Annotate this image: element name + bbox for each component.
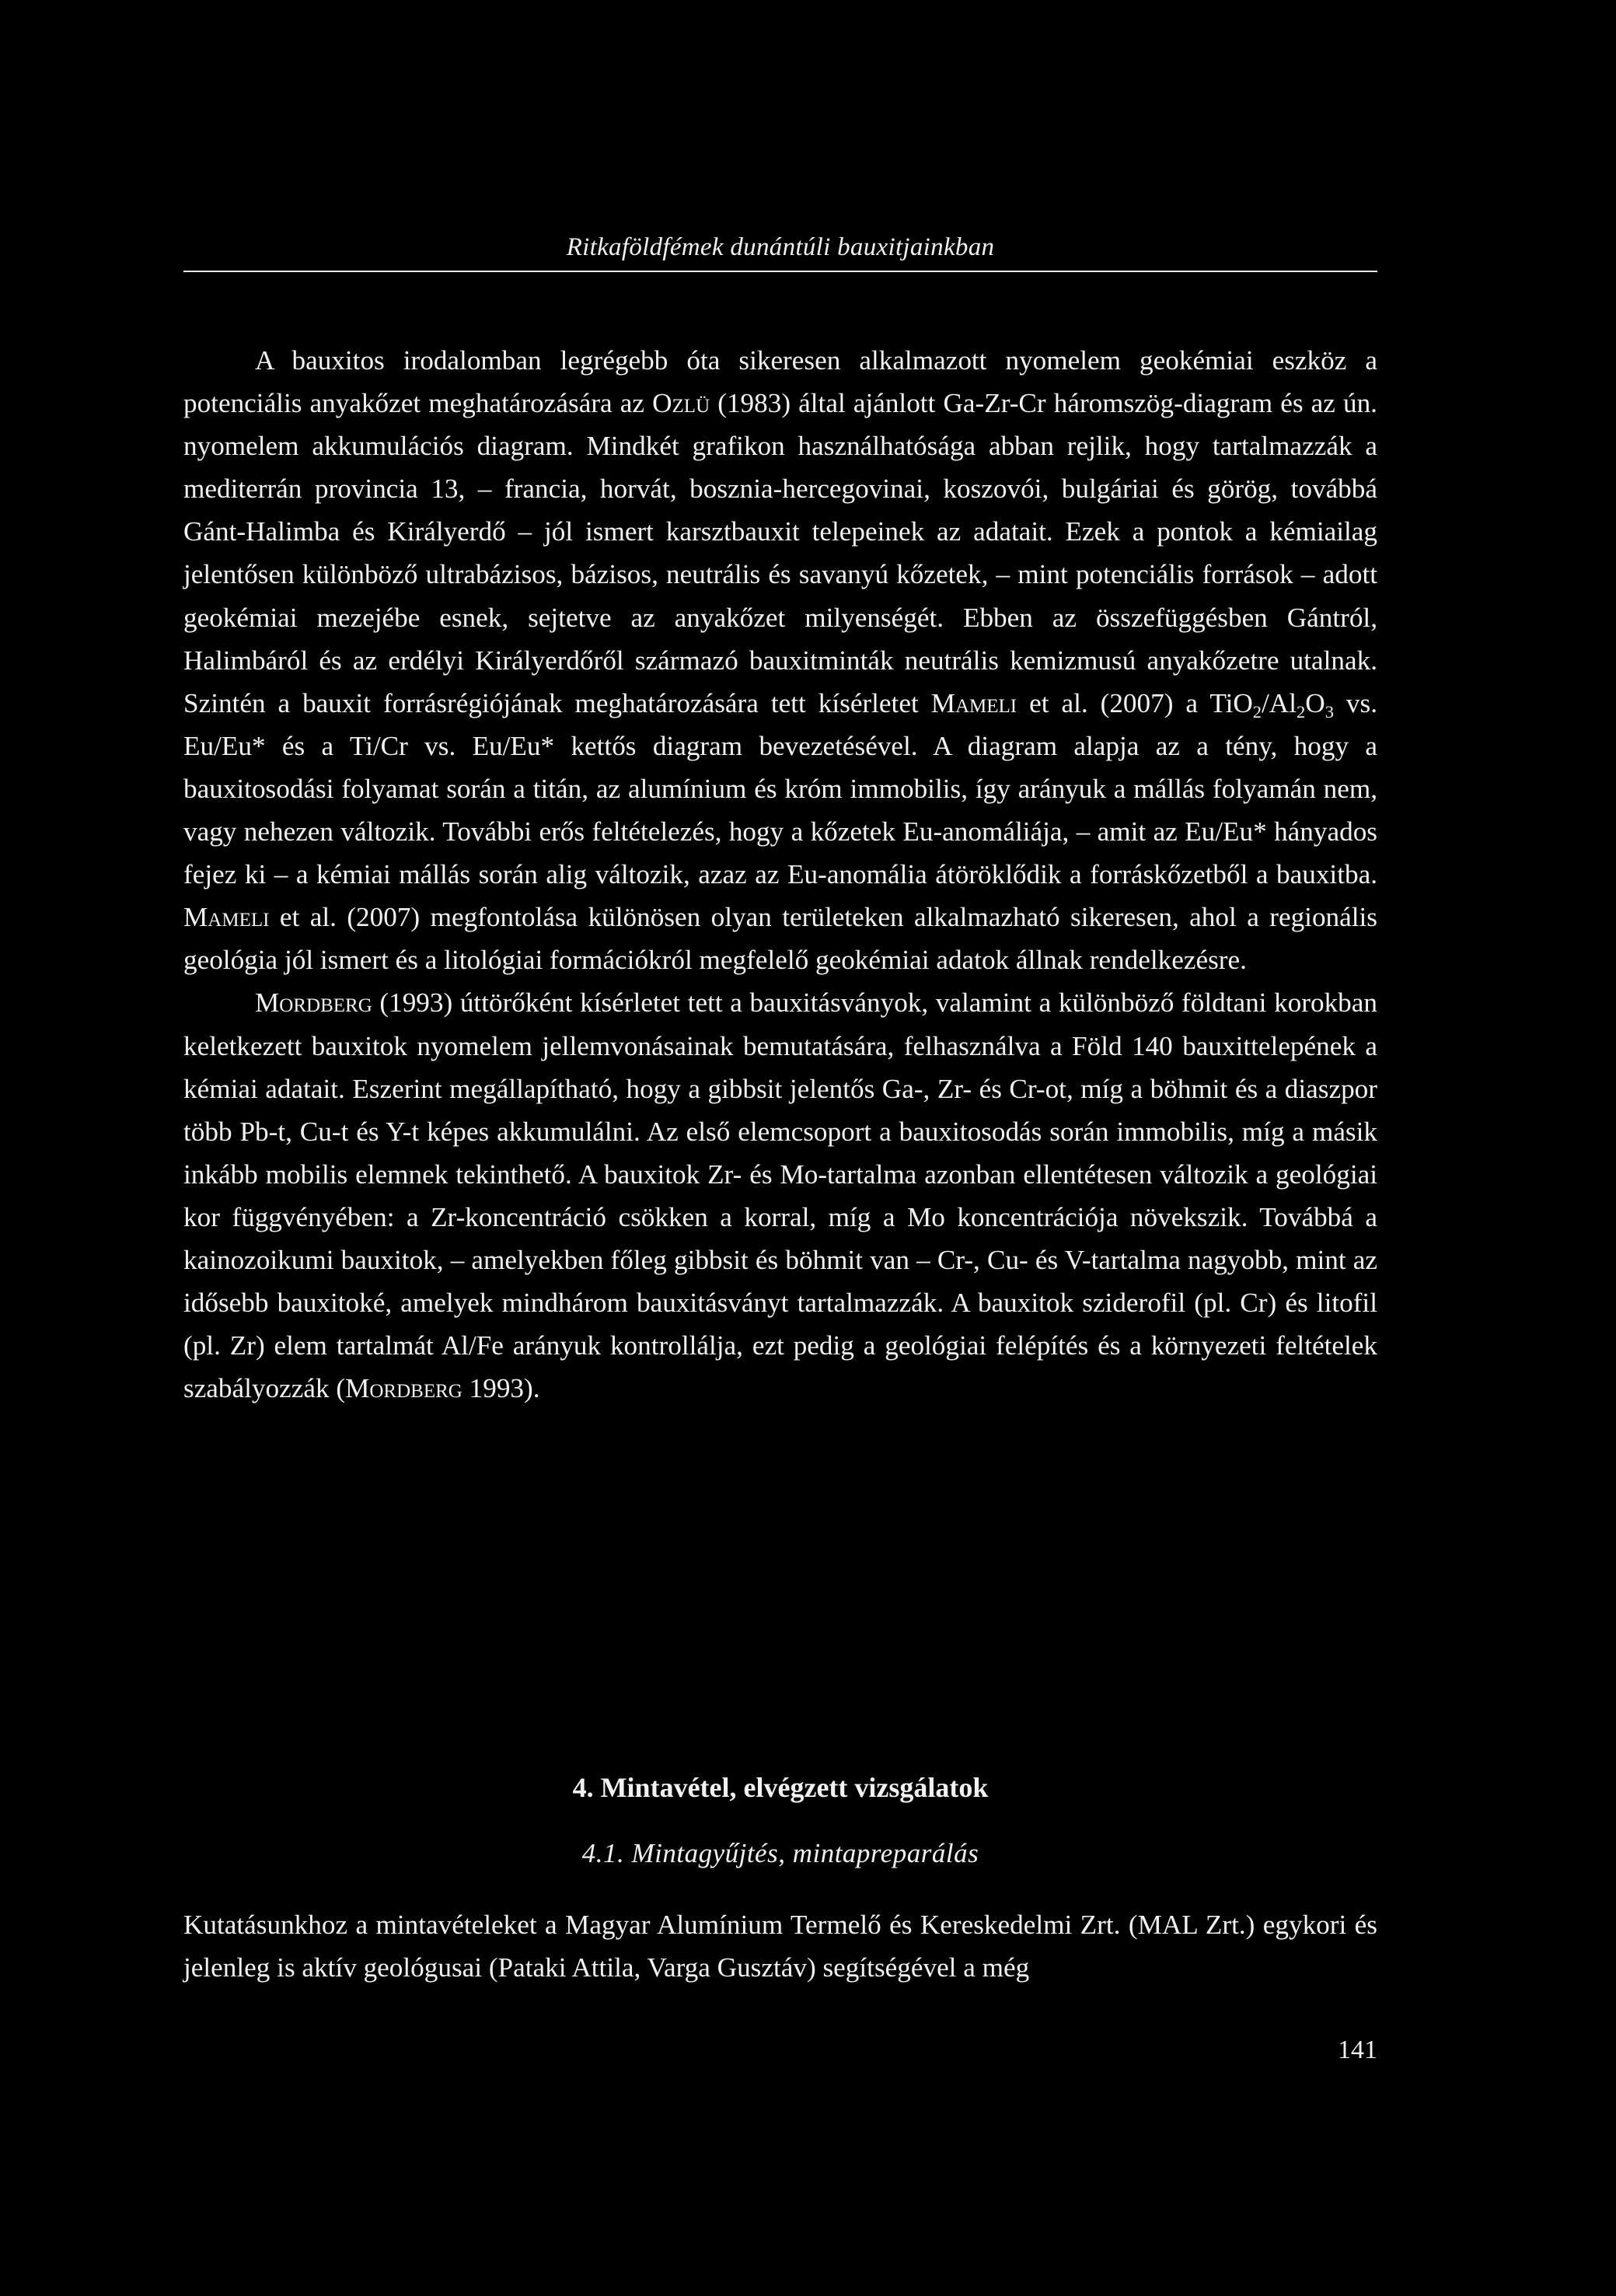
author-mameli: Mameli <box>183 902 270 933</box>
author-mordberg: Mordberg <box>345 1373 462 1404</box>
paragraph-2 <box>183 981 1377 1410</box>
author-mameli: Mameli <box>930 687 1017 718</box>
p1-text-7: et al. (2007) megfontolása különösen olyan területeken alkalmazható sikeresen, ahol a regionális geológia jól ismert és a litológiai formációkról megfelelő geokémiai adatok állnak rendelkezésre. <box>183 902 1377 976</box>
author-mordberg: Mordberg <box>255 987 372 1019</box>
author-ozlu: Ozlü <box>652 388 710 419</box>
p1-text-1: A bauxitos irodalomban legrégebb óta sikeresen alkalmazott nyomelem geokémiai eszköz a potenciális anyakőzet meghatározására az <box>183 345 1377 419</box>
p2-text-1: (1993) úttörőként kísérletet tett a bauxitásványok, valamint a különböző földtani korokban keletkezett bauxitok nyomelem jellemvonásainak bemutatására, felhasználva a Föld 140 bauxittelepének a kémiai adatait. Eszerint megállapítható, hogy a gibbsit jelentős Ga-, Zr- és Cr-ot, míg a böhmit és a diaszpor több Pb-t, Cu-t és Y-t képes akkumulálni. Az első elemcsoport a bauxitosodás során immobilis, míg a másik inkább mobilis elemnek tekinthető. A bauxitok Zr- és Mo-tartalma azonban ellentétesen változik a geológiai kor függvényében: a Zr-koncentráció csökken a korral, míg a Mo koncentrációja növekszik. Továbbá a kainozoikumi bauxitok, – amelyekben főleg gibbsit és böhmit van – Cr-, Cu- és V-tartalma nagyobb, mint az idősebb bauxitoké, amelyek mindhárom bauxitásványt tartalmazzák. A bauxitok sziderofil (pl. Cr) és litofil (pl. Zr) elem tartalmát Al/Fe arányuk kontrollálja, ezt pedig a geológiai felépítés és a környezeti feltételek szabályozzák ( <box>183 987 1377 1404</box>
p2-text-2: 1993). <box>462 1373 540 1404</box>
subscript: 2 <box>1252 701 1262 722</box>
p1-text-6: vs. Eu/Eu* és a Ti/Cr vs. Eu/Eu* kettős diagram bevezetésével. A diagram alapja az a tény, hogy a bauxitosodási folyamat során a titán, az alumínium és króm immobilis, így arányuk a mállás folyamán nem, vagy nehezen változik. További erős feltételezés, hogy a kőzetek Eu-anomáliája, – amit az Eu/Eu* hányados fejez ki – a kémiai mállás során alig változik, azaz az Eu-anomália átöröklődik a forráskőzetből a bauxitba. <box>183 687 1377 890</box>
paragraph-1 <box>183 339 1377 981</box>
p1-text-2: (1983) által ajánlott Ga-Zr-Cr háromszög-diagram és az ún. nyomelem akkumulációs diagram. Mindkét grafikon használhatósága abban rejlik, hogy tartalmazzák a mediterrán provincia 13, – francia, horvát, bosznia-hercegovinai, koszovói, bulgáriai és görög, továbbá Gánt-Halimba és Királyerdő – jól ismert karsztbauxit telepeinek az adatait. Ezek a pontok a kémiailag jelentősen különböző ultrabázisos, bázisos, neutrális és savanyú kőzetek, – mint potenciális források – adott geokémiai mezejébe esnek, sejtetve az anyakőzet milyenségét. Ebben az összefüggésben Gántról, Halimbáról és az erdélyi Királyerdőről származó bauxitminták neutrális kemizmusú anyakőzetre utalnak. Szintén a bauxit forrásrégiójának meghatározására tett kísérletet <box>183 388 1377 718</box>
page-number: 141 <box>1338 2036 1377 2064</box>
p1-text-3: et al. (2007) a TiO <box>1017 687 1253 718</box>
header-rule <box>183 271 1377 272</box>
document-page <box>183 0 1377 2296</box>
section-body <box>183 1903 1377 1989</box>
subscript: 3 <box>1325 701 1334 722</box>
subsection-heading: 4.1. Mintagyűjtés, mintapreparálás <box>581 1838 979 1868</box>
p1-text-5: O <box>1305 687 1325 718</box>
subscript: 2 <box>1297 701 1306 722</box>
running-header: Ritkaföldfémek dunántúli bauxitjainkban <box>566 233 995 261</box>
main-body <box>183 339 1377 1410</box>
paragraph-3: Kutatásunkhoz a mintavételeket a Magyar Alumínium Termelő és Kereskedelmi Zrt. (MAL Zrt.) egykori és jelenleg is aktív geológusai (Pataki Attila, Varga Gusztáv) segítségével a még <box>183 1910 1377 1983</box>
p1-text-4: /Al <box>1262 687 1297 718</box>
section-heading: 4. Mintavétel, elvégzett vizsgálatok <box>572 1772 989 1803</box>
